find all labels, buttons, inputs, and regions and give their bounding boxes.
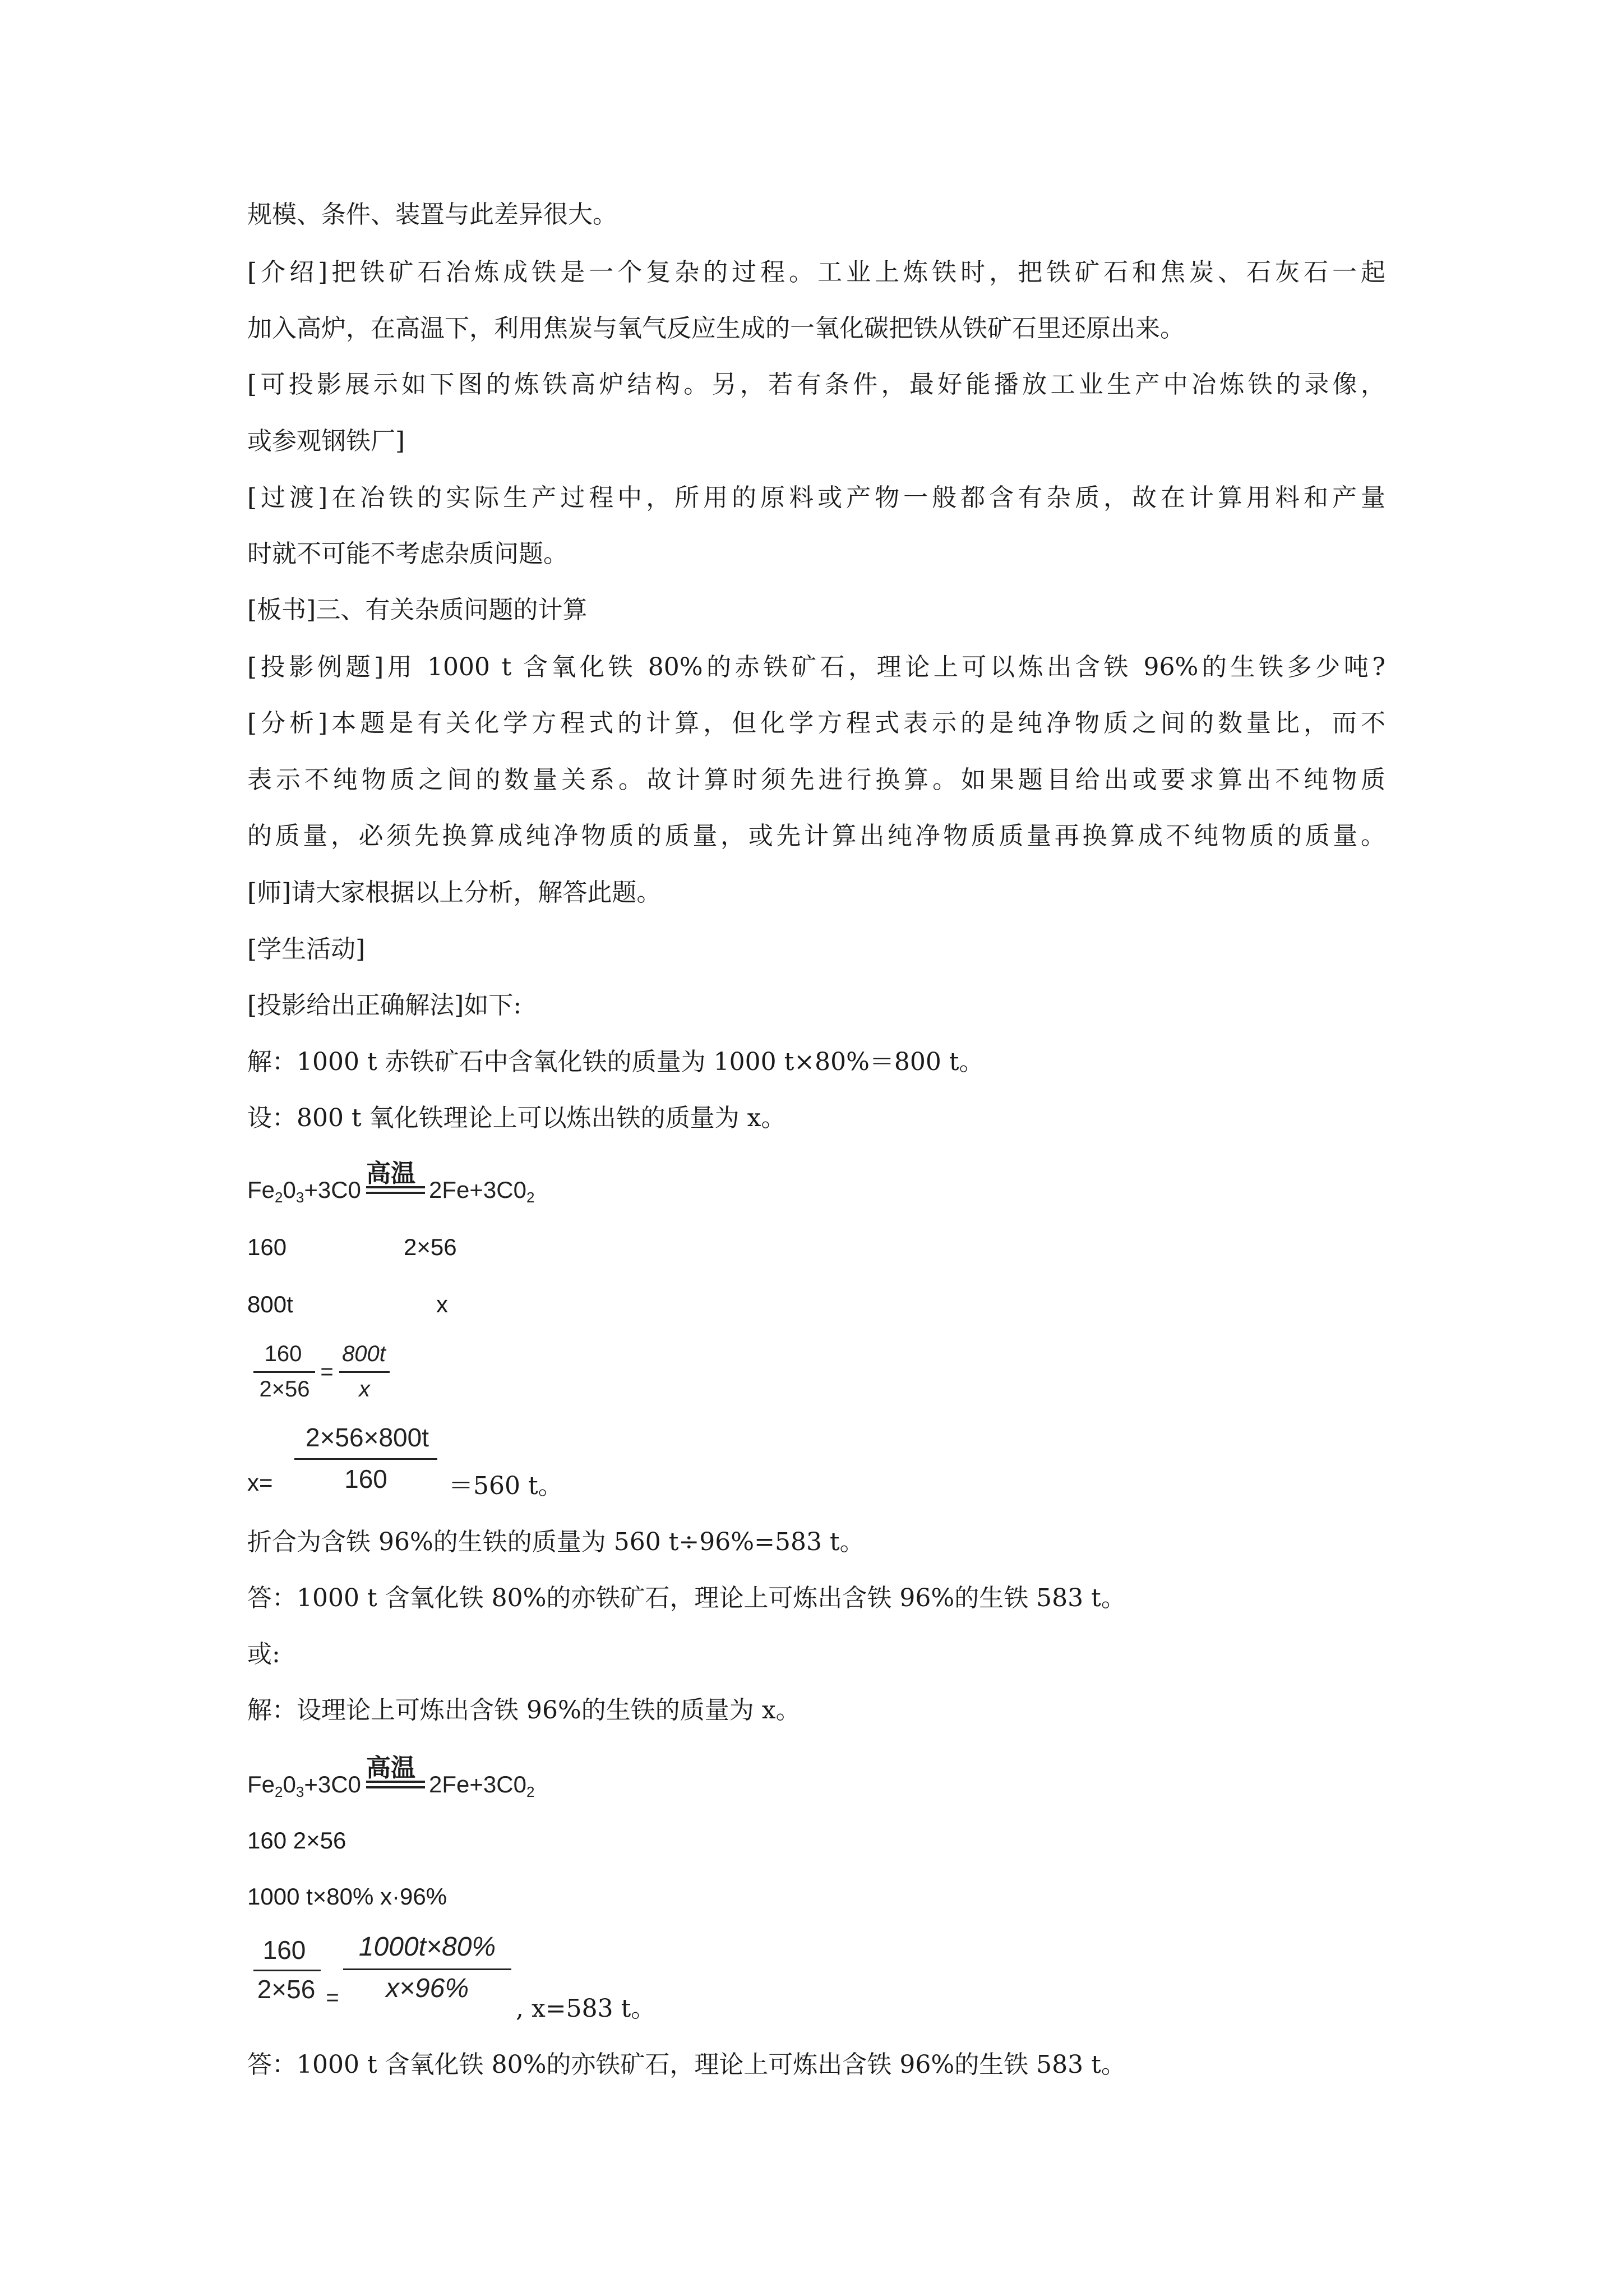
- molar-mass-fe: 2×56: [404, 1234, 457, 1260]
- text-line: [师]请大家根据以上分析，解答此题。: [247, 878, 662, 907]
- molar-mass-fe2o3: 160: [247, 1234, 287, 1260]
- text-line: 的质量，必须先换算成纯净物质的质量，或先计算出纯净物质质量再换算成不纯物质的质量。: [247, 822, 1385, 850]
- board-heading: [板书]三、有关杂质问题的计算: [247, 596, 588, 624]
- fraction-denominator: 2×56: [259, 1377, 310, 1401]
- chemical-equation: $Fe_20_3+3C0$: [247, 1177, 361, 1206]
- fraction-denominator: 160: [344, 1464, 387, 1493]
- fraction-bar: [253, 1970, 321, 1971]
- reaction-arrow: [366, 1781, 425, 1783]
- text-line: 规模、条件、装置与此差异很大。: [247, 200, 617, 229]
- chemical-equation-products: $2Fe+3C0_2$: [429, 1177, 535, 1206]
- fraction-denominator: x×96%: [385, 1974, 469, 2003]
- chemical-equation-products: $2Fe+3C0_2$: [429, 1771, 535, 1800]
- stoich-row: 1000 t×80% x·96%: [247, 1883, 447, 1910]
- text-line: 时就不可能不考虑杂质问题。: [247, 540, 568, 568]
- answer-line: 答：1000 t 含氧化铁 80%的亦铁矿石，理论上可炼出含铁 96%的生铁 583 t。: [247, 1584, 1126, 1612]
- fraction-bar: [343, 1968, 511, 1970]
- result-text: ＝560 t。: [449, 1472, 563, 1500]
- text-line: [过渡]在冶铁的实际生产过程中，所用的原料或产物一般都含有杂质，故在计算用料和产量: [247, 483, 1385, 512]
- reaction-arrow: [366, 1786, 425, 1788]
- answer-line: 答：1000 t 含氧化铁 80%的亦铁矿石，理论上可炼出含铁 96%的生铁 583 t。: [247, 2050, 1126, 2079]
- solution-line: 解：设理论上可炼出含铁 96%的生铁的质量为 x。: [247, 1696, 801, 1725]
- conversion-line: 折合为含铁 96%的生铁的质量为 560 t÷96%=583 t。: [247, 1528, 865, 1556]
- fraction-numerator: 160: [264, 1341, 302, 1366]
- or-line: 或:: [247, 1640, 280, 1668]
- fraction-numerator: 2×56×800t: [305, 1423, 429, 1452]
- example-problem: [投影例题]用 1000 t 含氧化铁 80%的赤铁矿石，理论上可以炼出含铁 96%的生铁多少吨?: [247, 653, 1385, 681]
- fraction-bar: [294, 1458, 437, 1460]
- reaction-arrow: [366, 1192, 425, 1194]
- stoich-row: 160 2×56: [247, 1827, 346, 1854]
- text-line: [学生活动]: [247, 935, 366, 963]
- fraction-numerator: 160: [262, 1935, 306, 1965]
- text-line: [介绍]把铁矿石冶炼成铁是一个复杂的过程。工业上炼铁时，把铁矿石和焦炭、石灰石一起: [247, 258, 1385, 287]
- fraction-bar: [339, 1371, 390, 1373]
- solution-line: 解：1000 t 赤铁矿石中含氧化铁的质量为 1000 t×80%＝800 t。: [247, 1048, 984, 1076]
- text-line: 表示不纯物质之间的数量关系。故计算时须先进行换算。如果题目给出或要求算出不纯物质: [247, 766, 1385, 794]
- text-line: 加入高炉，在高温下，利用焦炭与氧气反应生成的一氧化碳把铁从铁矿石里还原出来。: [247, 314, 1185, 343]
- text-line: [投影给出正确解法]如下:: [247, 991, 522, 1020]
- chemical-equation: $Fe_20_3+3C0$: [247, 1771, 361, 1800]
- result-text: , x=583 t。: [516, 1994, 656, 2023]
- reaction-condition: 高温: [366, 1160, 415, 1187]
- text-line: [可投影展示如下图的炼铁高炉结构。另，若有条件，最好能播放工业生产中冶炼铁的录像，: [247, 370, 1385, 399]
- fraction-denominator: 2×56: [257, 1975, 316, 2004]
- unknown-x: x: [436, 1291, 448, 1317]
- reaction-arrow: [366, 1186, 425, 1188]
- equals-sign: =: [320, 1359, 334, 1384]
- fraction-denominator: x: [359, 1377, 370, 1401]
- fraction-bar: [253, 1371, 315, 1373]
- reaction-condition: 高温: [366, 1754, 415, 1782]
- solution-line: 设：800 t 氧化铁理论上可以炼出铁的质量为 x。: [247, 1104, 786, 1132]
- equals-sign: =: [326, 1985, 339, 2010]
- fraction-numerator: 800t: [342, 1341, 386, 1366]
- fraction-numerator: 1000t×80%: [358, 1932, 496, 1962]
- x-label: x=: [247, 1469, 273, 1496]
- text-line: [分析]本题是有关化学方程式的计算，但化学方程式表示的是纯净物质之间的数量比，而不: [247, 709, 1385, 737]
- given-mass: 800t: [247, 1291, 293, 1317]
- text-line: 或参观钢铁厂]: [247, 427, 405, 455]
